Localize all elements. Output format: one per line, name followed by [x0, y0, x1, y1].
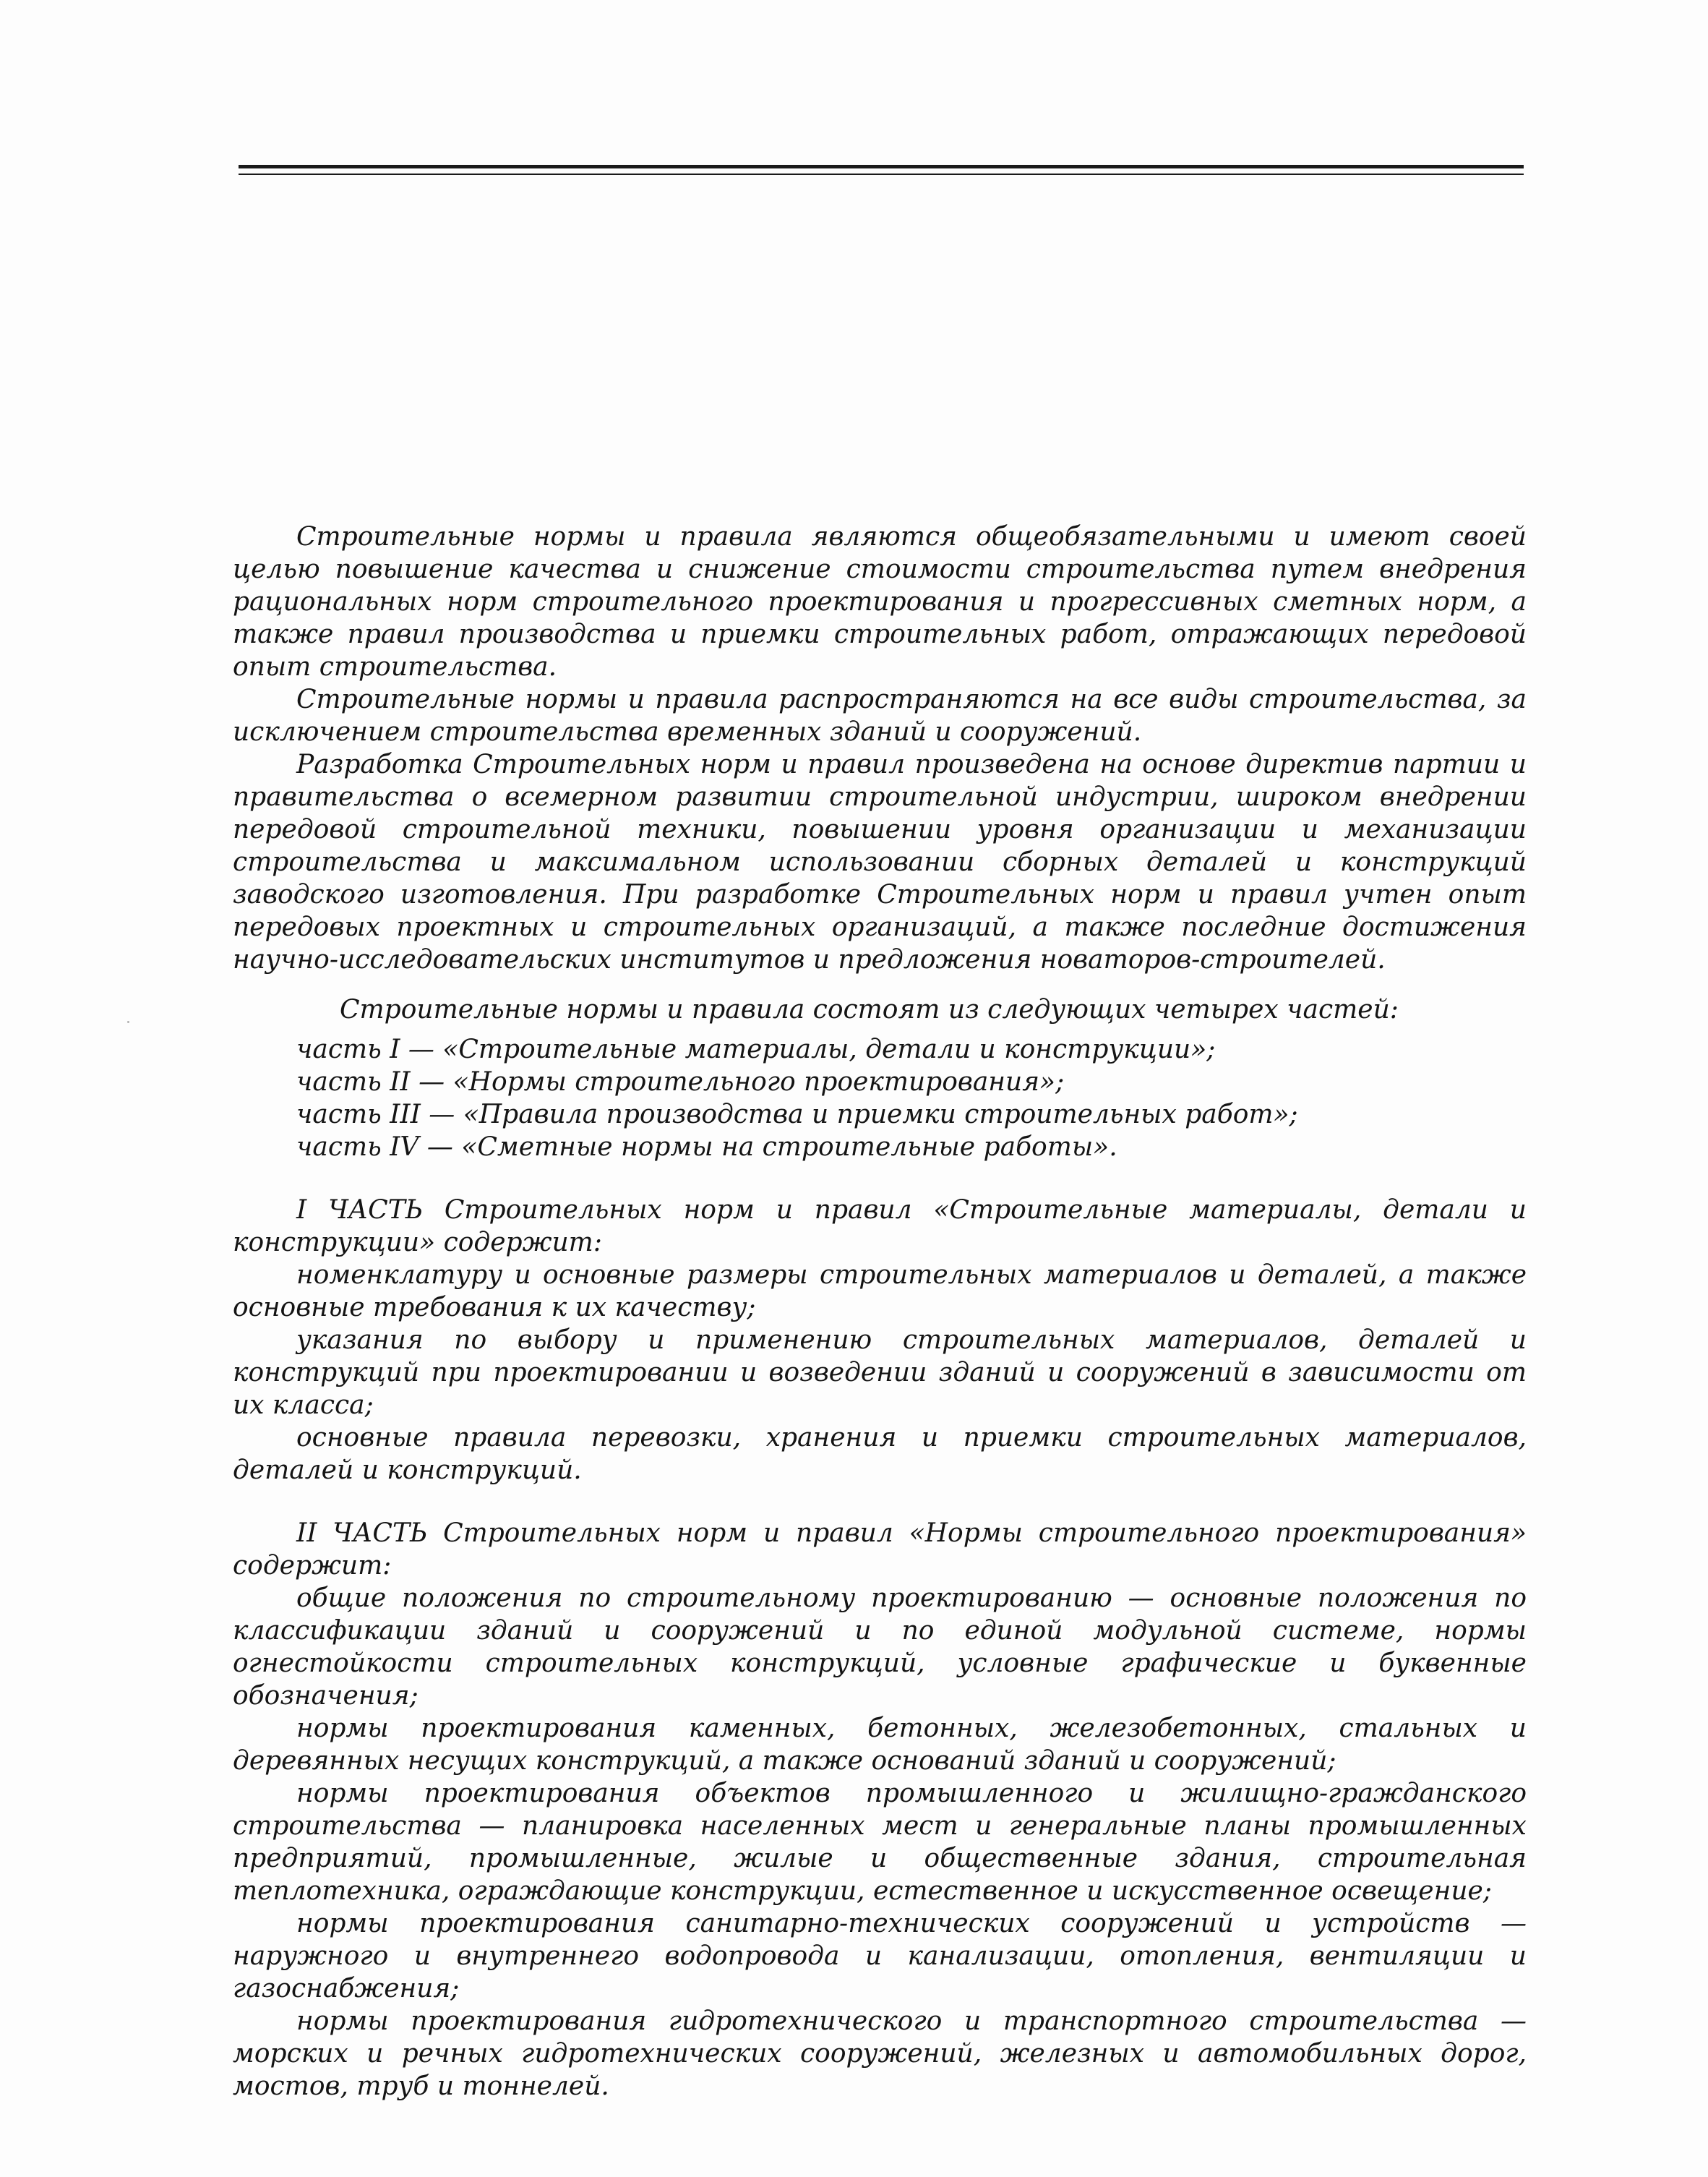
part-list-item-1: часть I — «Строительные материалы, детали и конструкции»; [296, 1035, 1216, 1064]
part2-item-5: нормы проектирования гидротехнического и транспортного строительства — морских и речных гидротехнических сооружений, железных и автомобильных дорог, мостов, труб и тоннелей. [233, 2006, 1527, 2101]
part2-item-4: нормы проектирования санитарно-технических сооружений и устройств — наружного и внутреннего водопровода и канализации, отопления, вентиляции и газоснабжения; [233, 1909, 1527, 2003]
part1-item-2: указания по выбору и применению строительных материалов, деталей и конструкций при проектировании и возведении зданий и сооружений в зависимости от их класса; [233, 1325, 1527, 1420]
header-rule [239, 165, 1524, 168]
parts-intro: Строительные нормы и правила состоят из следующих четырех частей: [340, 995, 1399, 1025]
part1-heading: I ЧАСТЬ Строительных норм и правил «Строительные материалы, детали и конструкции» содержит: [233, 1195, 1527, 1257]
part1-item-3: основные правила перевозки, хранения и приемки строительных материалов, деталей и конструкций. [233, 1423, 1527, 1485]
part-list-item-4: часть IV — «Сметные нормы на строительные работы». [296, 1132, 1117, 1162]
intro-paragraph-1: Строительные нормы и правила являются общеобязательными и имеют своей целью повышение качества и снижение стоимости строительства путем внедрения рациональных норм строительного проектирования и прогрессивных сметных норм, а также правил производства и приемки строительных работ, отражающих передовой опыт строительства. [233, 522, 1527, 682]
part2-item-1: общие положения по строительному проектированию — основные положения по классификации зданий и сооружений и по единой модульной системе, нормы огнестойкости строительных конструкций, условные графические и буквенные обозначения; [233, 1583, 1527, 1711]
intro-paragraph-2: Строительные нормы и правила распространяются на все виды строительства, за исключением строительства временных зданий и сооружений. [233, 685, 1527, 747]
part2-item-3: нормы проектирования объектов промышленного и жилищно-гражданского строительства — планировка населенных мест и генеральные планы промышленных предприятий, промышленные, жилые и общественные здания, строительная теплотехника, ограждающие конструкции, естественное и искусственное освещение; [233, 1779, 1527, 1906]
intro-paragraph-3: Разработка Строительных норм и правил произведена на основе директив партии и правительства о всемерном развитии строительной индустрии, широком внедрении передовой строительной техники, повышении уровня организации и механизации строительства и максимальном использовании сборных деталей и конструкций заводского изготовления. При разработке Строительных норм и правил учтен опыт передовых проектных и строительных организаций, а также последние достижения научно-исследовательских институтов и предложения новаторов-строителей. [233, 750, 1527, 975]
part2-item-2: нормы проектирования каменных, бетонных, железобетонных, стальных и деревянных несущих конструкций, а также оснований зданий и сооружений; [233, 1714, 1527, 1776]
part2-heading: II ЧАСТЬ Строительных норм и правил «Нормы строительного проектирования» содержит: [233, 1518, 1527, 1581]
part1-item-1: номенклатуру и основные размеры строительных материалов и деталей, а также основные требования к их качеству; [233, 1260, 1527, 1322]
document-body [233, 521, 1527, 2103]
part-list-item-3: часть III — «Правила производства и приемки строительных работ»; [296, 1100, 1298, 1129]
scan-speck [127, 1021, 129, 1023]
header-rule-thin [239, 174, 1524, 175]
part-list-item-2: часть II — «Нормы строительного проектирования»; [296, 1067, 1065, 1097]
